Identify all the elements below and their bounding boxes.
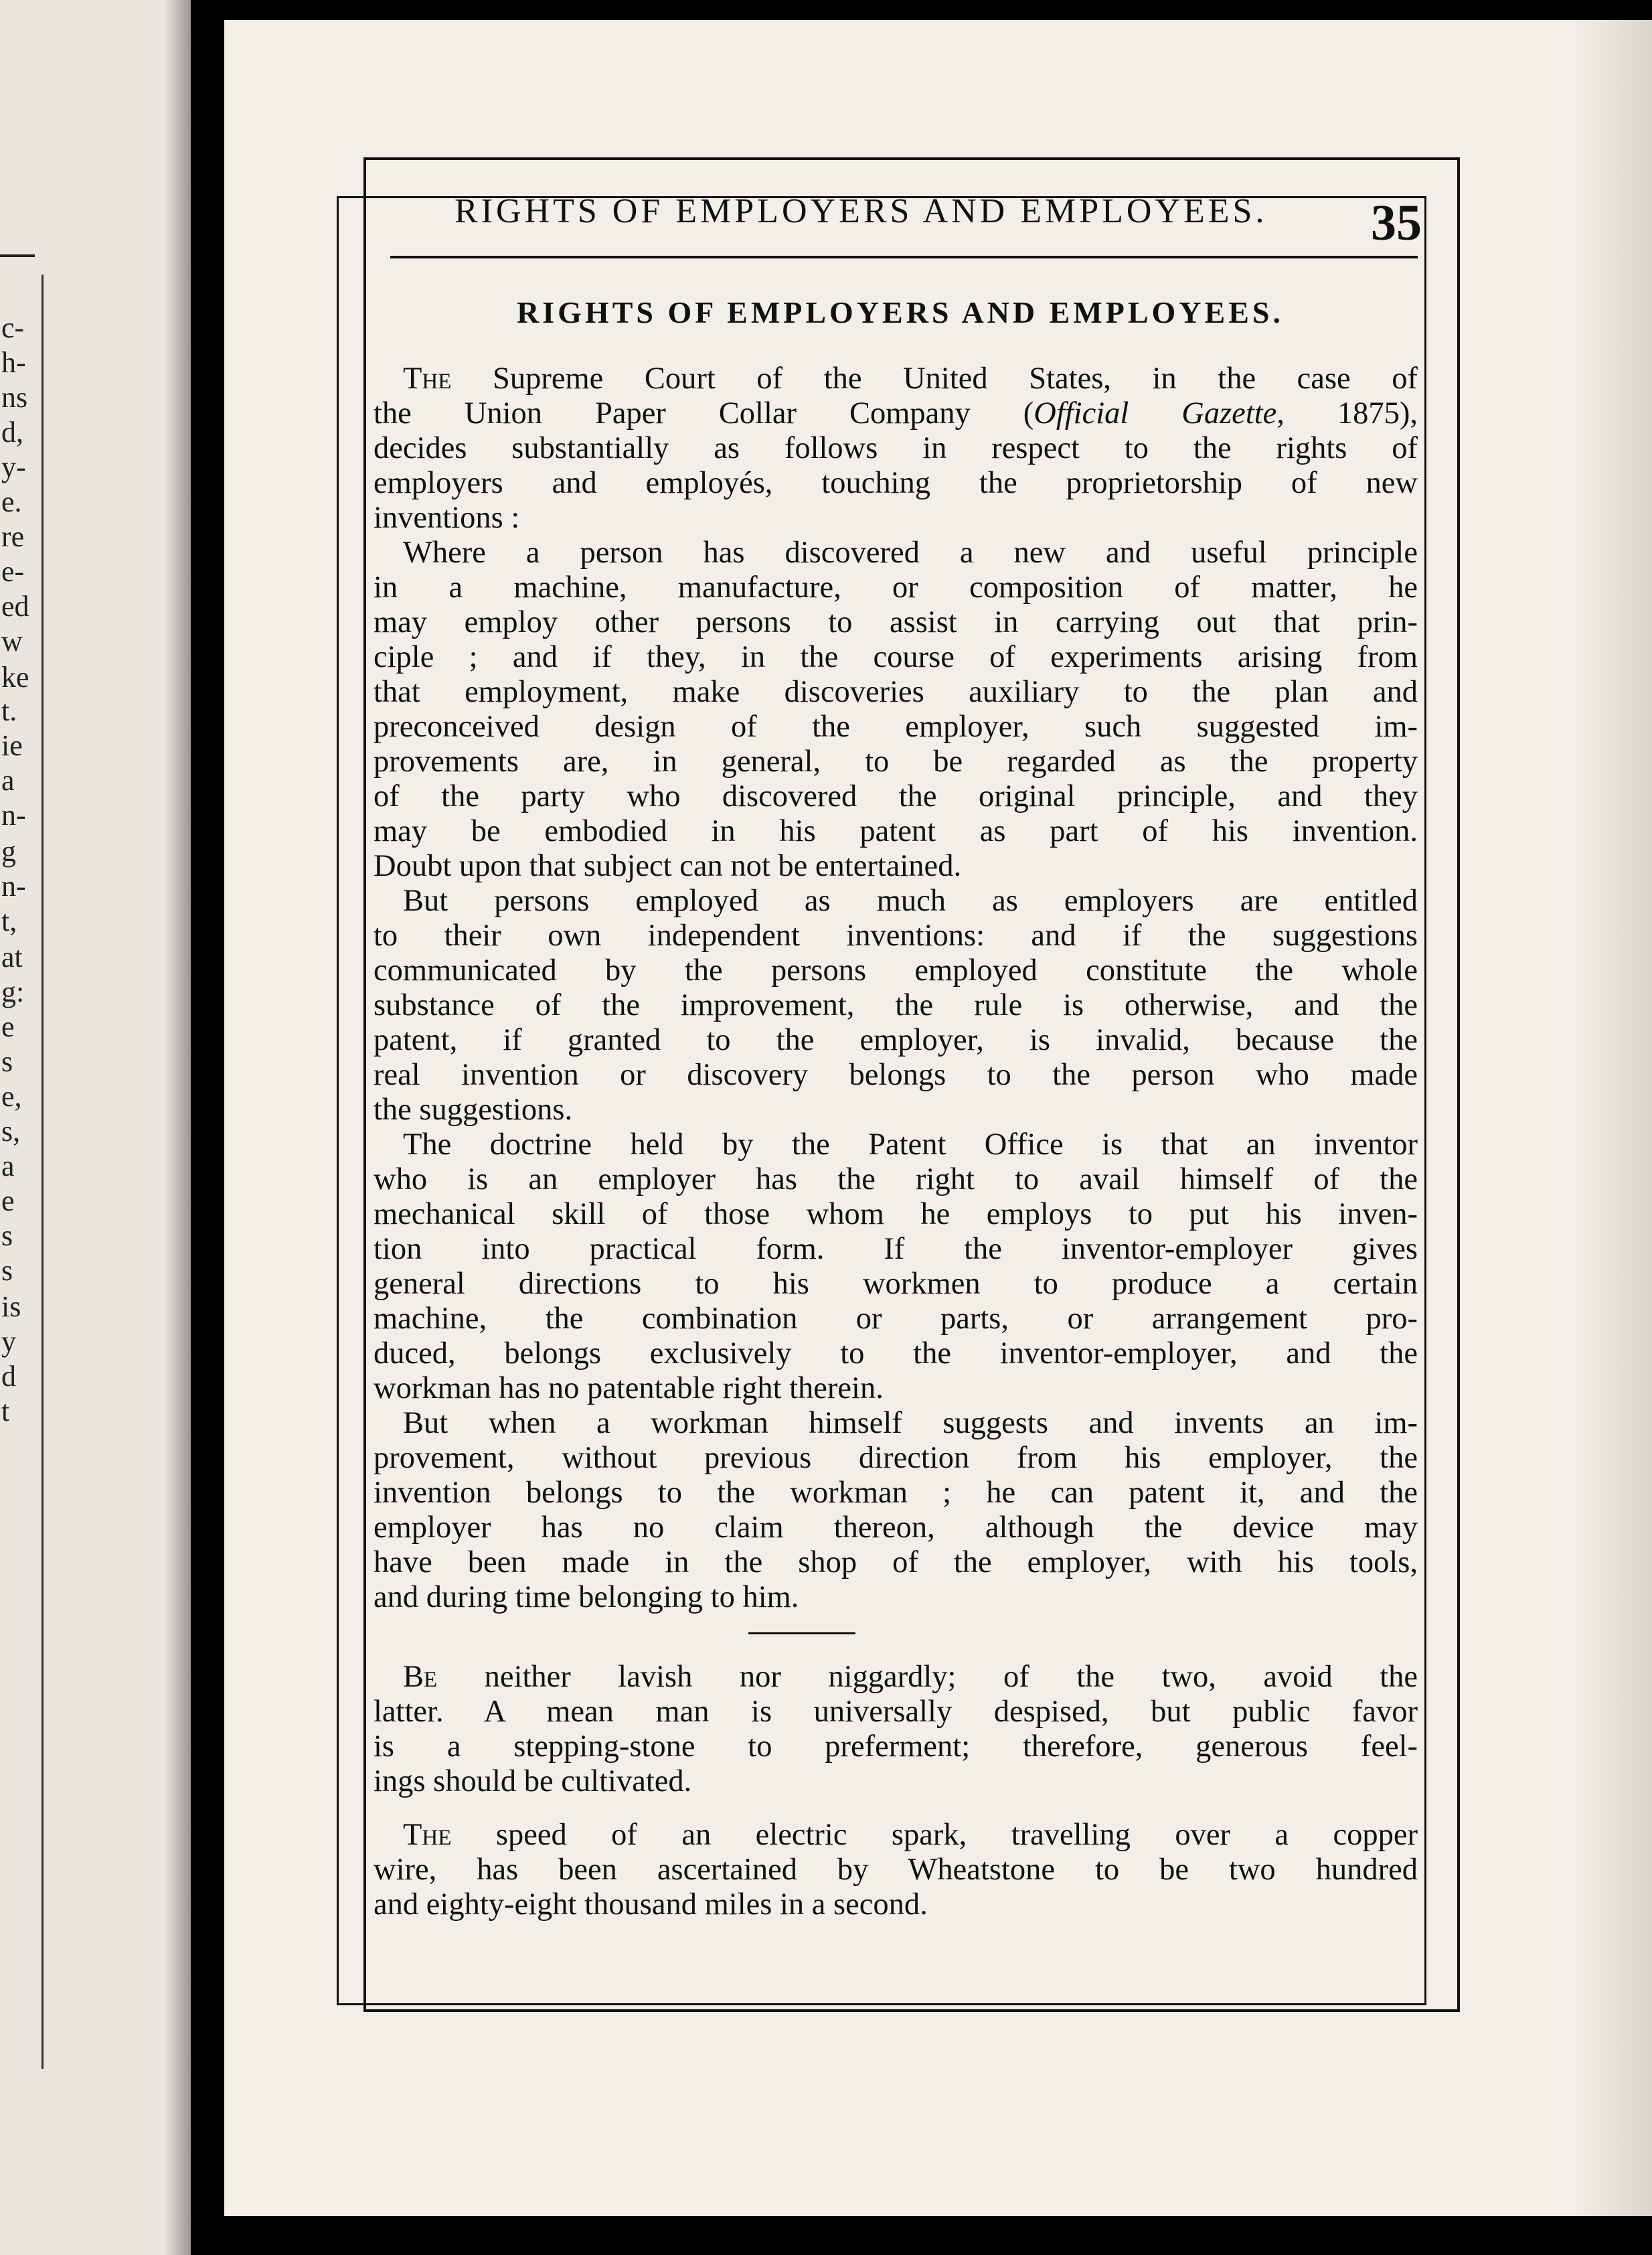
running-header-title: RIGHTS OF EMPLOYERS AND EMPLOYEES. bbox=[455, 192, 1268, 230]
left-page-text-fragment: w bbox=[1, 625, 23, 657]
left-page-text-fragment: h- bbox=[1, 346, 26, 379]
left-page-text-fragment: d, bbox=[1, 416, 23, 449]
page-gutter-shadow bbox=[164, 0, 191, 2255]
text-line: invention belongs to the workman ; he can patent it, and the bbox=[374, 1476, 1418, 1510]
page-edge-shading bbox=[1572, 20, 1652, 2216]
left-page-text-fragment: e- bbox=[1, 555, 25, 588]
left-page-text-fragment: g: bbox=[1, 976, 25, 1008]
text-line: employer has no claim thereon, although the device may bbox=[374, 1510, 1418, 1545]
text-line: employers and employés, touching the proprietorship of new bbox=[374, 466, 1418, 500]
text-line: general directions to his workmen to produce a certain bbox=[374, 1267, 1418, 1301]
text-line: The doctrine held by the Patent Office is that an inventor bbox=[403, 1128, 1418, 1162]
line-text: the Union Paper Collar Company ( bbox=[374, 396, 1034, 431]
text-line: is a stepping-stone to preferment; therefore, generous feel- bbox=[374, 1729, 1418, 1764]
left-page-text-fragment: t, bbox=[1, 905, 17, 937]
left-page-text-fragment: y- bbox=[1, 451, 26, 483]
lead-word: The bbox=[403, 362, 452, 396]
paragraph-where-a-person bbox=[374, 536, 1418, 884]
text-line: tion into practical form. If the inventor-employer gives bbox=[374, 1232, 1418, 1266]
left-page-text-fragment: y bbox=[1, 1325, 16, 1358]
text-line bbox=[374, 362, 1418, 396]
text-line: have been made in the shop of the employer, with his tools, bbox=[374, 1545, 1418, 1579]
left-page-text-fragment: a bbox=[1, 1150, 15, 1182]
left-page-text-fragment: d bbox=[1, 1360, 16, 1393]
text-line: But persons employed as much as employers are entitled bbox=[403, 884, 1418, 918]
left-page-text-fragment: s bbox=[1, 1045, 13, 1078]
text-line: may be embodied in his patent as part of his invention. bbox=[374, 814, 1418, 848]
left-page-text-fragment: at bbox=[1, 941, 23, 974]
text-line: wire, has been ascertained by Wheatstone to be two hundred bbox=[374, 1853, 1418, 1887]
text-line: ings should be cultivated. bbox=[374, 1764, 692, 1798]
left-page-text-fragment: s, bbox=[1, 1115, 21, 1148]
text-line: patent, if granted to the employer, is invalid, because the bbox=[374, 1023, 1418, 1057]
line-text: neither lavish nor niggardly; of the two, avoid the bbox=[437, 1660, 1418, 1694]
text-line bbox=[374, 396, 1418, 431]
left-page-text-fragment: t. bbox=[1, 694, 17, 727]
section-separator-rule bbox=[748, 1632, 855, 1634]
header-rule bbox=[390, 256, 1418, 258]
text-line: workman has no patentable right therein. bbox=[374, 1371, 884, 1405]
italic-citation: Official Gazette, bbox=[1034, 396, 1285, 431]
line-text: speed of an electric spark, travelling over a copper bbox=[451, 1818, 1418, 1852]
text-line bbox=[374, 1818, 1418, 1853]
text-line: substance of the improvement, the rule is otherwise, and the bbox=[374, 988, 1418, 1022]
left-page-text-fragment: n- bbox=[1, 870, 26, 903]
text-line: machine, the combination or parts, or arrangement pro- bbox=[374, 1302, 1418, 1336]
text-line: duced, belongs exclusively to the inventor-employer, and the bbox=[374, 1336, 1418, 1371]
left-page-text-fragment: ed bbox=[1, 590, 29, 623]
text-line: latter. A mean man is universally despised, but public favor bbox=[374, 1695, 1418, 1729]
text-line: may employ other persons to assist in carrying out that prin- bbox=[374, 605, 1418, 639]
left-page-text-fragment: t bbox=[1, 1395, 10, 1427]
lead-word: Be bbox=[403, 1660, 438, 1694]
left-page-text-fragment: c- bbox=[1, 311, 25, 344]
paragraph-electric-spark bbox=[374, 1818, 1418, 1922]
left-page-text-fragment: s bbox=[1, 1254, 13, 1287]
text-line: But when a workman himself suggests and invents an im- bbox=[403, 1406, 1418, 1440]
paragraph-be-neither-lavish bbox=[374, 1660, 1418, 1799]
text-line: and during time belonging to him. bbox=[374, 1580, 799, 1614]
text-line: and eighty-eight thousand miles in a second. bbox=[374, 1887, 928, 1922]
left-page-text-fragment: e. bbox=[1, 485, 22, 518]
left-page-text-fragment: ie bbox=[1, 729, 23, 762]
left-page-text-fragment: n- bbox=[1, 799, 26, 832]
left-page-text-fragment: s bbox=[1, 1219, 13, 1252]
paragraph-workman bbox=[374, 1406, 1418, 1615]
text-line: ciple ; and if they, in the course of experiments arising from bbox=[374, 640, 1418, 674]
line-text: Supreme Court of the United States, in the case of bbox=[493, 362, 1418, 396]
paragraph-supreme-court bbox=[374, 362, 1418, 536]
paragraph-doctrine bbox=[374, 1128, 1418, 1406]
left-page-text-fragment: ns bbox=[1, 381, 28, 414]
paragraph-but-persons bbox=[374, 884, 1418, 1128]
left-page-text-fragment: ke bbox=[1, 661, 29, 694]
left-page-text-fragment: a bbox=[1, 764, 15, 797]
text-line: real invention or discovery belongs to the person who made bbox=[374, 1058, 1418, 1092]
text-line: of the party who discovered the original principle, and they bbox=[374, 779, 1418, 813]
left-page-text-fragment: e bbox=[1, 1010, 15, 1043]
text-line: in a machine, manufacture, or composition of matter, he bbox=[374, 570, 1418, 605]
text-line: mechanical skill of those whom he employs to put his inven- bbox=[374, 1197, 1418, 1231]
left-page-text-fragment: e bbox=[1, 1184, 15, 1217]
page-number: 35 bbox=[1371, 195, 1422, 251]
left-page-text-fragment: g bbox=[1, 835, 16, 868]
article-title: RIGHTS OF EMPLOYERS AND EMPLOYEES. bbox=[517, 295, 1284, 329]
text-line: that employment, make discoveries auxiliary to the plan and bbox=[374, 675, 1418, 709]
text-line: who is an employer has the right to avail himself of the bbox=[374, 1162, 1418, 1196]
text-line: inventions : bbox=[374, 501, 520, 535]
text-line: communicated by the persons employed constitute the whole bbox=[374, 953, 1418, 988]
article-body bbox=[374, 362, 1418, 1922]
text-line: provements are, in general, to be regarded as the property bbox=[374, 745, 1418, 779]
left-page-rule bbox=[0, 254, 35, 257]
text-line: provement, without previous direction from his employer, the bbox=[374, 1441, 1418, 1475]
left-page-text-fragment: e, bbox=[1, 1080, 22, 1113]
text-line: the suggestions. bbox=[374, 1093, 573, 1127]
text-line: Where a person has discovered a new and useful principle bbox=[403, 536, 1418, 570]
lead-word: The bbox=[403, 1818, 452, 1852]
paragraph-gap bbox=[374, 1799, 1418, 1818]
left-page-text-fragment: re bbox=[1, 520, 25, 553]
left-page-text-fragment: is bbox=[1, 1290, 21, 1323]
text-line: Doubt upon that subject can not be entertained. bbox=[374, 849, 962, 883]
text-line: decides substantially as follows in respect to the rights of bbox=[374, 431, 1418, 465]
left-facing-page bbox=[0, 0, 191, 2255]
line-text: 1875), bbox=[1284, 396, 1418, 431]
text-line bbox=[374, 1660, 1418, 1695]
text-line: preconceived design of the employer, such suggested im- bbox=[374, 710, 1418, 744]
text-line: to their own independent inventions: and if the suggestions bbox=[374, 919, 1418, 953]
